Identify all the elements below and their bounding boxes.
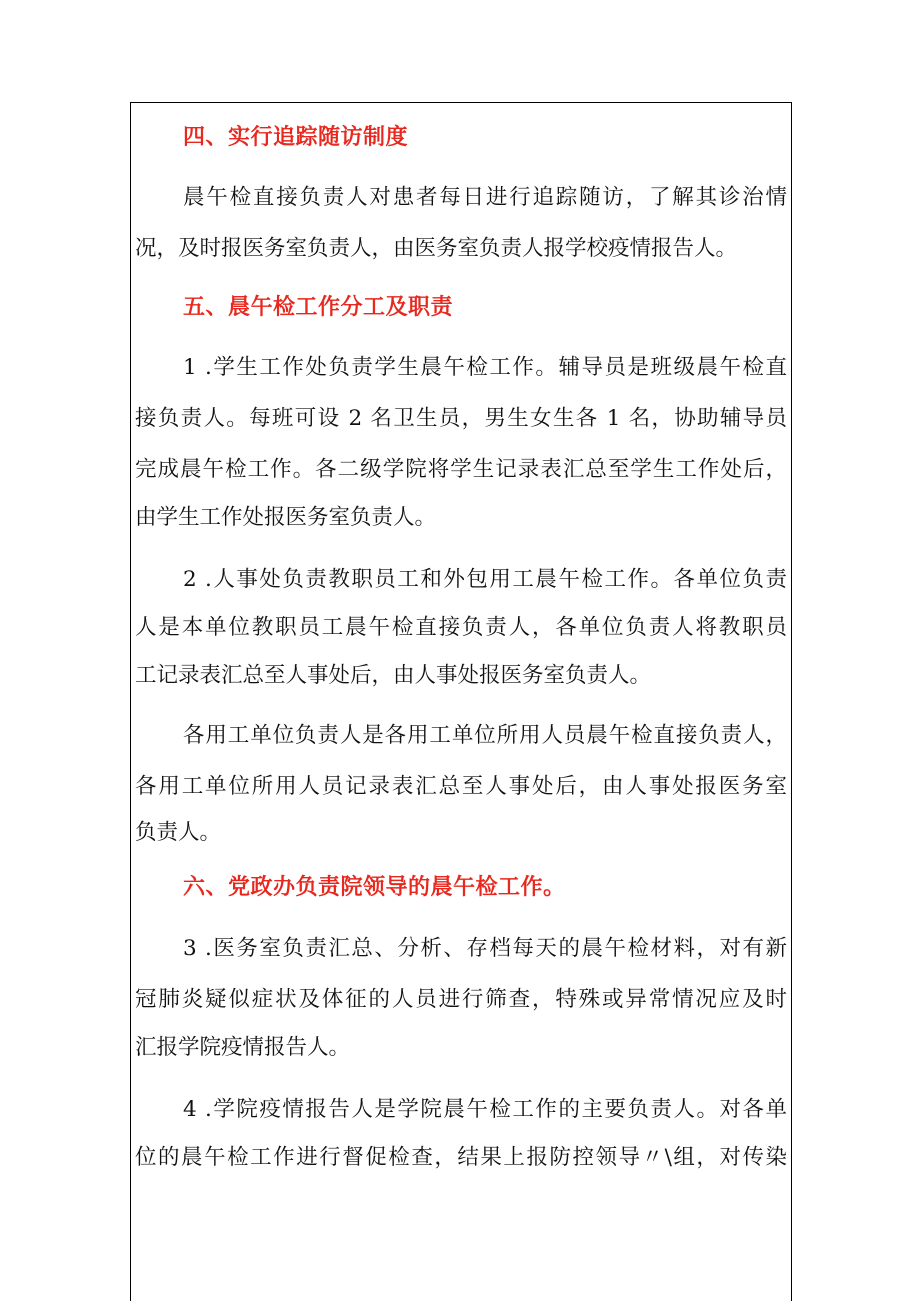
text-line: 2 .人事处负责教职员工和外包用工晨午检工作。各单位负责 — [183, 567, 787, 592]
section-heading-5: 五、晨午检工作分工及职责 — [183, 295, 454, 320]
section-heading-6: 六、党政办负责院领导的晨午检工作。 — [183, 875, 566, 900]
text-line: 晨午检直接负责人对患者每日进行追踪随访，了解其诊治情 — [183, 185, 787, 210]
text-line: 各用工单位所用人员记录表汇总至人事处后，由人事处报医务室 — [135, 774, 787, 799]
text-line: 况，及时报医务室负责人，由医务室负责人报学校疫情报告人。 — [135, 236, 738, 261]
text-line: 汇报学院疫情报告人。 — [135, 1035, 351, 1060]
text-line: 负责人。 — [135, 820, 222, 845]
text-line: 4 .学院疫情报告人是学院晨午检工作的主要负责人。对各单 — [183, 1097, 787, 1122]
text-line: 1 .学生工作处负责学生晨午检工作。辅导员是班级晨午检直 — [183, 355, 787, 380]
text-line: 由学生工作处报医务室负责人。 — [135, 505, 437, 530]
text-line: 工记录表汇总至人事处后，由人事处报医务室负责人。 — [135, 663, 652, 688]
text-line: 位的晨午检工作进行督促检查，结果上报防控领导〃\组，对传染 — [135, 1145, 787, 1170]
text-line: 人是本单位教职员工晨午检直接负责人，各单位负责人将教职员 — [135, 615, 787, 640]
text-line: 各用工单位负责人是各用工单位所用人员晨午检直接负责人， — [183, 723, 787, 748]
text-line: 3 .医务室负责汇总、分析、存档每天的晨午检材料，对有新 — [183, 936, 787, 961]
section-heading-4: 四、实行追踪随访制度 — [183, 125, 409, 150]
text-line: 冠肺炎疑似症状及体征的人员进行筛查，特殊或异常情况应及时 — [135, 987, 787, 1012]
text-line: 完成晨午检工作。各二级学院将学生记录表汇总至学生工作处后， — [135, 457, 787, 482]
text-line: 接负责人。每班可设 2 名卫生员，男生女生各 1 名，协助辅导员 — [135, 406, 787, 431]
